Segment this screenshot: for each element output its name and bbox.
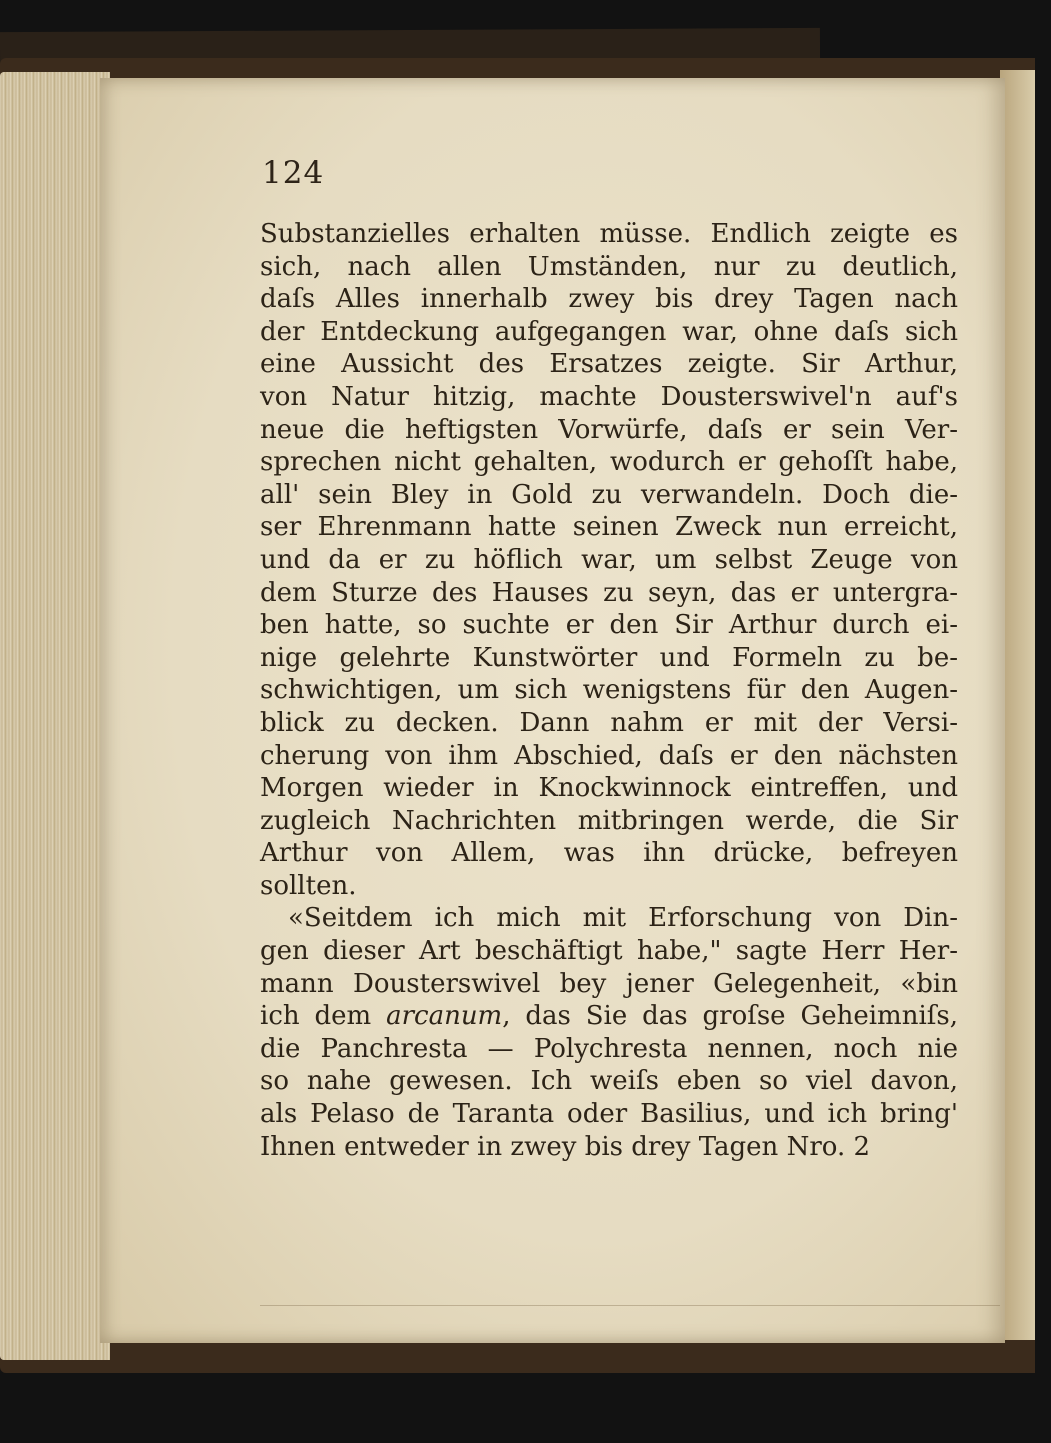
text-line xyxy=(260,348,958,381)
text-line xyxy=(260,740,958,773)
text-line xyxy=(260,218,958,251)
text-line-content: Substanzielles erhalten müsse. Endlich zeigte es xyxy=(260,219,958,249)
text-line-content: Morgen wieder in Knockwinnock eintreffen, und xyxy=(260,773,958,804)
text-line-content: blick zu decken. Dann nahm er mit der Versi- xyxy=(260,707,958,738)
page-number: 124 xyxy=(262,155,325,191)
text-line-content: «Seitdem ich mich mit Erforschung von Din- xyxy=(288,903,958,934)
text-line xyxy=(260,642,958,675)
text-line xyxy=(260,479,958,512)
text-line xyxy=(260,511,958,544)
text-line-content: mann Dousterswivel bey jener Gelegenheit, «bin xyxy=(260,968,958,999)
text-line xyxy=(260,674,958,707)
text-line-content: sollten. xyxy=(260,870,357,901)
text-line-content: neue die heftigsten Vorwürfe, daſs er sein Ver- xyxy=(260,414,958,445)
text-line xyxy=(260,870,958,903)
text-line xyxy=(260,251,958,284)
text-line-content: als Pelaso de Taranta oder Basilius, und ich bring' xyxy=(260,1099,958,1130)
text-line xyxy=(260,772,958,805)
text-line-content: schwichtigen, um sich wenigstens für den Augen- xyxy=(260,675,958,706)
text-line xyxy=(260,1065,958,1098)
text-line-content: zugleich Nachrichten mitbringen werde, die Sir xyxy=(260,805,958,836)
text-line-content: der Entdeckung aufgegangen war, ohne daſs sich xyxy=(260,316,958,347)
text-line-content: und da er zu höflich war, um selbst Zeuge von xyxy=(260,544,958,575)
text-line-content: cherung von ihm Abschied, daſs er den nächsten xyxy=(260,740,958,771)
text-line-content: gen dieser Art beschäftigt habe," sagte Herr Her- xyxy=(260,936,958,967)
text-line xyxy=(260,381,958,414)
facing-page-edge xyxy=(1000,70,1035,1340)
text-line xyxy=(260,1000,958,1033)
text-line-content: sich, nach allen Umständen, nur zu deutlich, xyxy=(260,251,958,282)
text-line xyxy=(260,902,958,935)
text-line-content: all' sein Bley in Gold zu verwandeln. Doch die- xyxy=(260,479,958,510)
text-line xyxy=(260,935,958,968)
text-line-content: dem Sturze des Hauses zu seyn, das er untergra- xyxy=(260,577,958,608)
text-line xyxy=(260,1033,958,1066)
text-line-content: ben hatte, so suchte er den Sir Arthur durch ei- xyxy=(260,610,958,641)
text-line-content-after: , das Sie das groſse Geheimniſs, xyxy=(502,1001,959,1032)
text-line-content: die Panchresta — Polychresta nennen, noch nie xyxy=(260,1033,958,1064)
text-line xyxy=(260,316,958,349)
text-line xyxy=(260,446,958,479)
text-line xyxy=(260,1131,958,1164)
text-line-content: daſs Alles innerhalb zwey bis drey Tagen nach xyxy=(260,284,958,315)
page-fold-line xyxy=(260,1305,1000,1306)
text-line-content: ich dem xyxy=(260,1001,387,1032)
text-line-content: Arthur von Allem, was ihn drücke, befreyen xyxy=(260,838,958,869)
text-line xyxy=(260,414,958,447)
text-line-content: sprechen nicht gehalten, wodurch er gehoſſt habe, xyxy=(260,447,958,478)
text-line xyxy=(260,283,958,316)
italic-term: arcanum xyxy=(386,1001,503,1032)
text-line xyxy=(260,1098,958,1131)
text-line xyxy=(260,544,958,577)
text-line xyxy=(260,609,958,642)
text-line xyxy=(260,707,958,740)
text-line xyxy=(260,968,958,1001)
text-line-content: eine Aussicht des Ersatzes zeigte. Sir Arthur, xyxy=(260,349,958,380)
page-edges xyxy=(0,72,110,1360)
text-line-content: so nahe gewesen. Ich weiſs eben so viel davon, xyxy=(260,1066,958,1097)
text-line-content: nige gelehrte Kunstwörter und Formeln zu be- xyxy=(260,642,958,673)
text-line xyxy=(260,837,958,870)
text-line-content: von Natur hitzig, machte Dousterswivel'n auf's xyxy=(260,381,958,412)
text-line xyxy=(260,577,958,610)
text-line-content: ser Ehrenmann hatte seinen Zweck nun erreicht, xyxy=(260,512,958,543)
text-line xyxy=(260,805,958,838)
text-line-content: Ihnen entweder in zwey bis drey Tagen Nro. 2 xyxy=(260,1131,871,1162)
body-text xyxy=(260,218,958,1163)
